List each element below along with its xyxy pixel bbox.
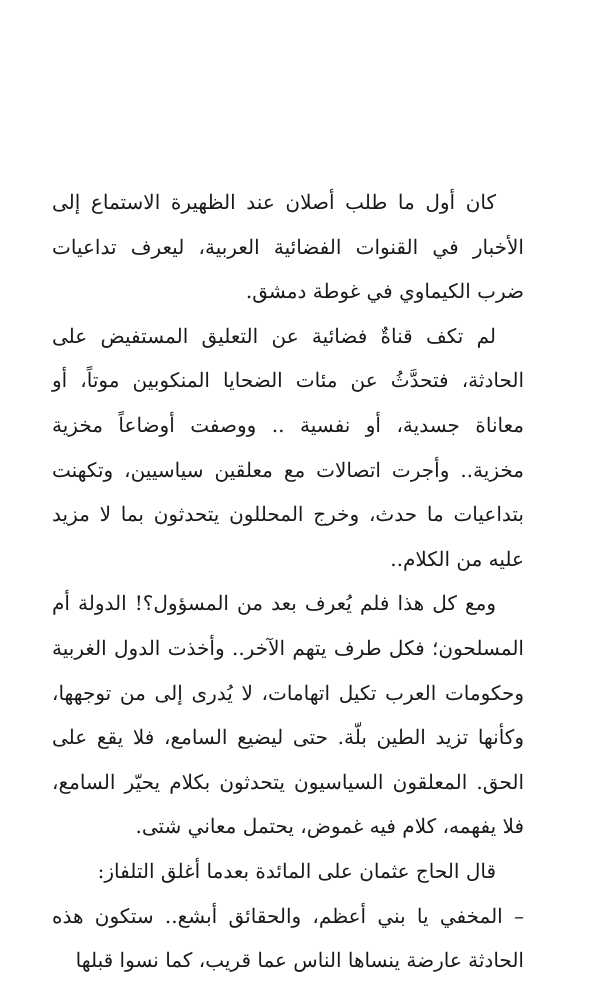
paragraph-responsibility: ومع كل هذا فلم يُعرف بعد من المسؤول؟! الدولة أم المسلحون؛ فكل طرف يتهم الآخر.. وأخذت الدول الغربية وحكومات العرب تكيل اتهامات، لا يُدرى إلى من توجهها، وكأنها تزيد الطين بلّة. حتى ليضيع السامع، فلا يقع على الحق. المعلقون السياسيون يتحدثون بكلام يحيّر السامع، فلا يفهمه، كلام فيه غموض، يحتمل معاني شتى.: [52, 591, 524, 839]
paragraph-haj-othman: قال الحاج عثمان على المائدة بعدما أغلق التلفاز:: [97, 858, 496, 883]
paragraph-aslan-news: كان أول ما طلب أصلان عند الظهيرة الاستماع إلى الأخبار في القنوات الفضائية العربية، ليعرف تداعيات ضرب الكيماوي في غوطة دمشق.: [52, 190, 524, 304]
page-body-text: [52, 180, 524, 983]
paragraph-channel-coverage: لم تكف قناةٌ فضائية عن التعليق المستفيض على الحادثة، فتحدَّثُ عن مئات الضحايا المنكوبين موتاً، أو معاناة جسدية، أو نفسية .. ووصفت أوضاعاً مخزية مخزية.. وأجرت اتصالات مع معلقين سياسيين، وتكهنت بتداعيات ما حدث، وخرج المحللون يتحدثون بما لا مزيد عليه من الكلام..: [52, 323, 524, 571]
paragraph-dialogue: – المخفي يا بني أعظم، والحقائق أبشع.. ستكون هذه الحادثة عارضة ينساها الناس عما قريب، كما نسوا قبلها: [52, 903, 524, 973]
